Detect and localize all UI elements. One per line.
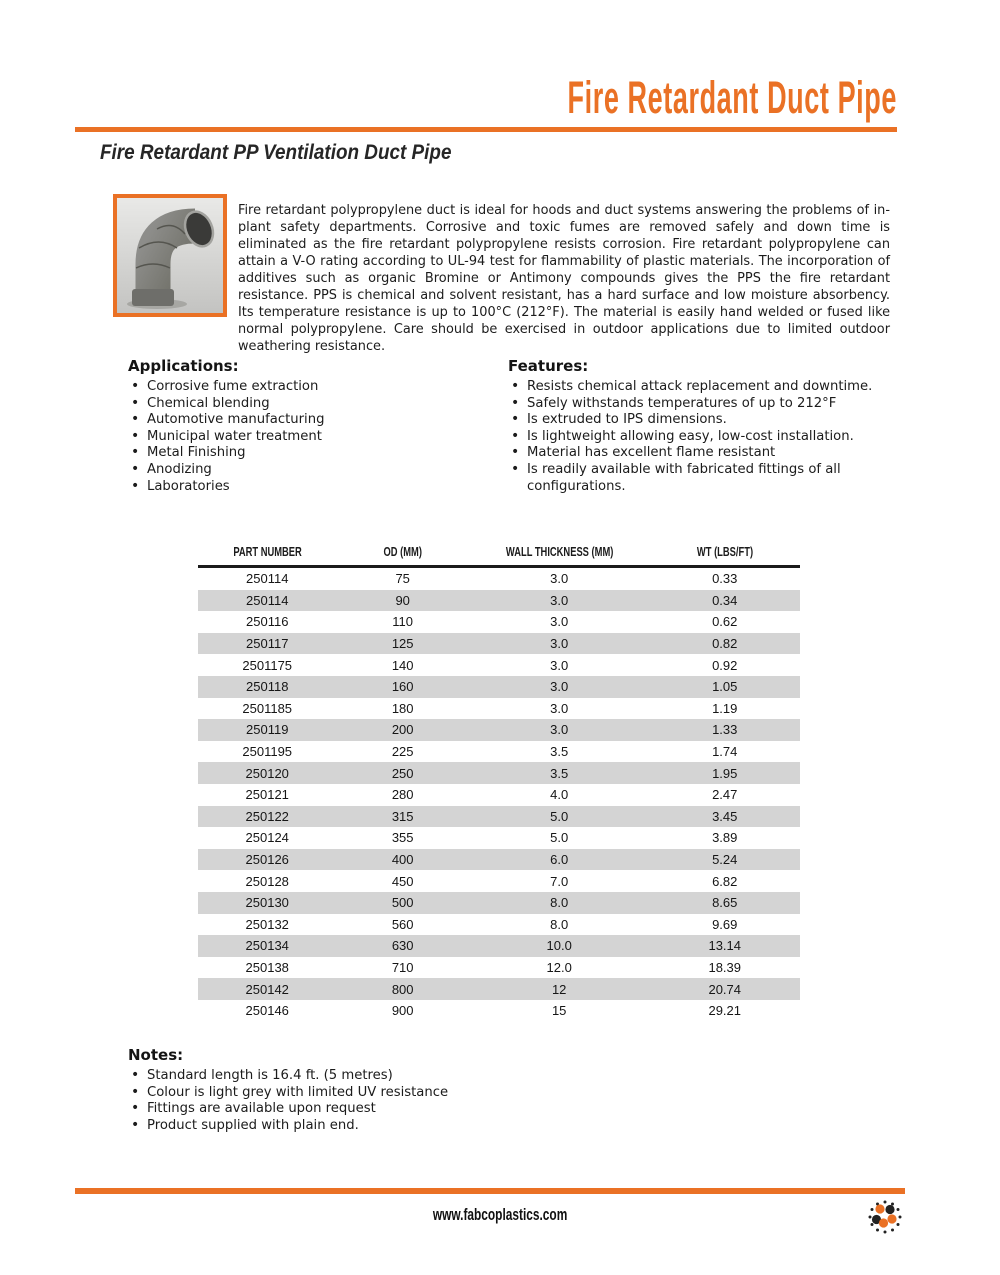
cell-wt-lbs-ft: 0.62	[712, 614, 738, 630]
table-row	[198, 892, 800, 914]
cell-part-number: 2501185	[242, 700, 293, 716]
cell-part-number: 250138	[245, 959, 289, 975]
footer-website-url[interactable]: www.fabcoplastics.com	[432, 1205, 568, 1224]
table-row	[198, 654, 800, 676]
notes-section	[128, 1046, 628, 1134]
cell-wt-lbs-ft: 20.74	[708, 981, 742, 997]
cell-wall-thickness-mm: 7.0	[550, 873, 569, 889]
cell-wt-lbs-ft: 18.39	[708, 959, 742, 975]
feature-item: • Is extruded to IPS dimensions.	[508, 412, 900, 429]
col-header-part-number: PART NUMBER	[198, 542, 336, 567]
cell-part-number: 250142	[245, 981, 289, 997]
cell-od-mm: 560	[391, 916, 414, 932]
spec-table-header-row	[198, 542, 800, 567]
application-item: • Corrosive fume extraction	[128, 379, 458, 396]
feature-item: • Safely withstands temperatures of up to 212°F	[508, 396, 900, 413]
table-row	[198, 849, 800, 871]
cell-wall-thickness-mm: 5.0	[550, 830, 569, 846]
cell-od-mm: 140	[391, 657, 414, 673]
table-row	[198, 1000, 800, 1022]
cell-od-mm: 180	[391, 700, 414, 716]
features-heading: Features:	[508, 357, 589, 375]
table-row	[198, 676, 800, 698]
cell-wall-thickness-mm: 8.0	[550, 895, 569, 911]
application-item: • Metal Finishing	[128, 445, 458, 462]
cell-od-mm: 710	[391, 959, 414, 975]
table-row	[198, 611, 800, 633]
cell-part-number: 250117	[246, 636, 289, 652]
cell-od-mm: 400	[391, 852, 414, 868]
cell-part-number: 250132	[245, 916, 289, 932]
table-row	[198, 827, 800, 849]
cell-wt-lbs-ft: 9.69	[712, 916, 738, 932]
cell-wall-thickness-mm: 3.5	[550, 744, 569, 760]
features-section	[508, 357, 900, 495]
cell-wt-lbs-ft: 1.95	[712, 765, 738, 781]
cell-od-mm: 90	[395, 592, 410, 608]
cell-wall-thickness-mm: 8.0	[550, 916, 569, 932]
spec-table	[198, 542, 800, 1021]
cell-wt-lbs-ft: 1.74	[712, 744, 738, 760]
feature-item: • Is lightweight allowing easy, low-cost installation.	[508, 429, 900, 446]
table-row	[198, 978, 800, 1000]
table-row	[198, 719, 800, 741]
cell-wall-thickness-mm: 3.5	[550, 765, 569, 781]
cell-part-number: 250120	[245, 765, 289, 781]
cell-wall-thickness-mm: 3.0	[550, 592, 569, 608]
cell-part-number: 250126	[245, 852, 289, 868]
cell-wall-thickness-mm: 3.0	[550, 614, 569, 630]
feature-item: • Is readily available with fabricated fittings of all configurations.	[508, 462, 900, 495]
cell-wall-thickness-mm: 15	[551, 1003, 567, 1019]
cell-od-mm: 125	[391, 636, 414, 652]
header-rule	[75, 127, 897, 132]
cell-od-mm: 225	[391, 744, 414, 760]
notes-list	[128, 1068, 628, 1134]
document-subtitle: Fire Retardant PP Ventilation Duct Pipe	[100, 141, 452, 164]
cell-od-mm: 160	[391, 679, 414, 695]
application-item: • Municipal water treatment	[128, 429, 458, 446]
cell-od-mm: 800	[391, 981, 414, 997]
cell-wt-lbs-ft: 6.82	[712, 873, 738, 889]
cell-part-number: 250122	[245, 808, 289, 824]
table-row	[198, 762, 800, 784]
table-row	[198, 741, 800, 763]
cell-od-mm: 75	[395, 571, 410, 587]
page-title: Fire Retardant Duct Pipe	[567, 72, 897, 123]
cell-part-number: 2501175	[242, 657, 293, 673]
table-row	[198, 590, 800, 612]
cell-wall-thickness-mm: 12	[551, 981, 567, 997]
spec-table-body	[198, 567, 800, 1022]
feature-item: • Material has excellent flame resistant	[508, 445, 900, 462]
cell-wall-thickness-mm: 3.0	[550, 571, 569, 587]
cell-od-mm: 900	[391, 1003, 414, 1019]
cell-wt-lbs-ft: 0.33	[712, 571, 738, 587]
cell-wall-thickness-mm: 10.0	[546, 938, 572, 954]
cell-wall-thickness-mm: 4.0	[550, 787, 569, 803]
table-row	[198, 633, 800, 655]
cell-wall-thickness-mm: 3.0	[550, 679, 569, 695]
note-item: • Standard length is 16.4 ft. (5 metres)	[128, 1068, 628, 1085]
cell-od-mm: 450	[391, 873, 414, 889]
cell-wt-lbs-ft: 29.21	[708, 1003, 742, 1019]
cell-part-number: 2501195	[242, 744, 293, 760]
table-row	[198, 567, 800, 590]
cell-od-mm: 110	[392, 614, 414, 630]
features-list	[508, 379, 900, 495]
cell-wt-lbs-ft: 1.05	[712, 679, 738, 695]
duct-elbow-illustration	[117, 198, 223, 313]
cell-part-number: 250118	[246, 679, 289, 695]
col-header-wt-lbs-ft: WT (LBS/FT)	[649, 542, 800, 567]
col-header-wall-thickness-mm: WALL THICKNESS (MM)	[469, 542, 650, 567]
table-row	[198, 957, 800, 979]
cell-wt-lbs-ft: 5.24	[712, 852, 738, 868]
product-photo-duct-elbow	[113, 194, 227, 317]
applications-heading: Applications:	[128, 357, 239, 375]
applications-list	[128, 379, 458, 495]
cell-wt-lbs-ft: 8.65	[712, 895, 738, 911]
cell-part-number: 250124	[245, 830, 289, 846]
table-row	[198, 784, 800, 806]
cell-part-number: 250121	[245, 787, 289, 803]
cell-part-number: 250114	[246, 571, 289, 587]
cell-part-number: 250114	[246, 592, 289, 608]
cell-wall-thickness-mm: 5.0	[550, 808, 569, 824]
cell-part-number: 250130	[245, 895, 289, 911]
cell-od-mm: 355	[391, 830, 414, 846]
cell-wt-lbs-ft: 1.19	[712, 700, 738, 716]
cell-wall-thickness-mm: 3.0	[550, 722, 569, 738]
application-item: • Laboratories	[128, 479, 458, 496]
cell-wt-lbs-ft: 1.33	[712, 722, 738, 738]
application-item: • Anodizing	[128, 462, 458, 479]
cell-wt-lbs-ft: 0.82	[712, 636, 738, 652]
cell-wall-thickness-mm: 6.0	[550, 852, 569, 868]
cell-wall-thickness-mm: 3.0	[550, 636, 569, 652]
cell-od-mm: 630	[391, 938, 414, 954]
application-item: • Chemical blending	[128, 396, 458, 413]
note-item: • Product supplied with plain end.	[128, 1118, 628, 1135]
fabco-logo-icon	[864, 1196, 906, 1238]
cell-part-number: 250146	[245, 1003, 289, 1019]
table-row	[198, 870, 800, 892]
applications-section	[128, 357, 458, 495]
cell-wt-lbs-ft: 2.47	[712, 787, 738, 803]
cell-part-number: 250134	[245, 938, 289, 954]
footer-rule	[75, 1188, 905, 1194]
cell-part-number: 250128	[245, 873, 289, 889]
cell-wt-lbs-ft: 13.14	[708, 938, 742, 954]
notes-heading: Notes:	[128, 1046, 184, 1064]
spec-table-container	[198, 542, 800, 1021]
application-item: • Automotive manufacturing	[128, 412, 458, 429]
note-item: • Fittings are available upon request	[128, 1101, 628, 1118]
cell-od-mm: 500	[391, 895, 414, 911]
cell-od-mm: 200	[391, 722, 414, 738]
cell-od-mm: 280	[391, 787, 414, 803]
table-row	[198, 935, 800, 957]
col-header-od-mm: OD (MM)	[336, 542, 468, 567]
cell-wt-lbs-ft: 3.89	[712, 830, 738, 846]
intro-paragraph: Fire retardant polypropylene duct is ideal for hoods and duct systems answering the problems of in-plant safety departments. Corrosive and toxic fumes are removed safely and down time is eliminated as the fire retardant polypropylene resists corrosion. Fire retardant polypropylene can attain a V-O rating according to UL-94 test for flammability of plastic materials. The incorporation of additives such as organic Bromine or Antimony compounds gives the PPS the fire retardant resistance. PPS is chemical and solvent resistant, has a hard surface and low moisture absorbency. Its temperature resistance is up to 100°C (212°F). The material is easily hand welded or fused like normal polypropylene. Care should be exercised in outdoor applications due to limited outdoor weathering resistance.	[238, 202, 890, 354]
table-row	[198, 914, 800, 936]
cell-wt-lbs-ft: 0.92	[712, 657, 738, 673]
note-item: • Colour is light grey with limited UV resistance	[128, 1085, 628, 1102]
cell-part-number: 250116	[246, 614, 289, 630]
cell-wall-thickness-mm: 3.0	[550, 657, 569, 673]
cell-wall-thickness-mm: 12.0	[546, 959, 572, 975]
cell-od-mm: 250	[391, 765, 414, 781]
cell-wt-lbs-ft: 0.34	[712, 592, 738, 608]
cell-part-number: 250119	[246, 722, 289, 738]
table-row	[198, 698, 800, 720]
cell-od-mm: 315	[391, 808, 414, 824]
table-row	[198, 806, 800, 828]
cell-wt-lbs-ft: 3.45	[712, 808, 738, 824]
cell-wall-thickness-mm: 3.0	[550, 700, 569, 716]
feature-item: • Resists chemical attack replacement and downtime.	[508, 379, 900, 396]
